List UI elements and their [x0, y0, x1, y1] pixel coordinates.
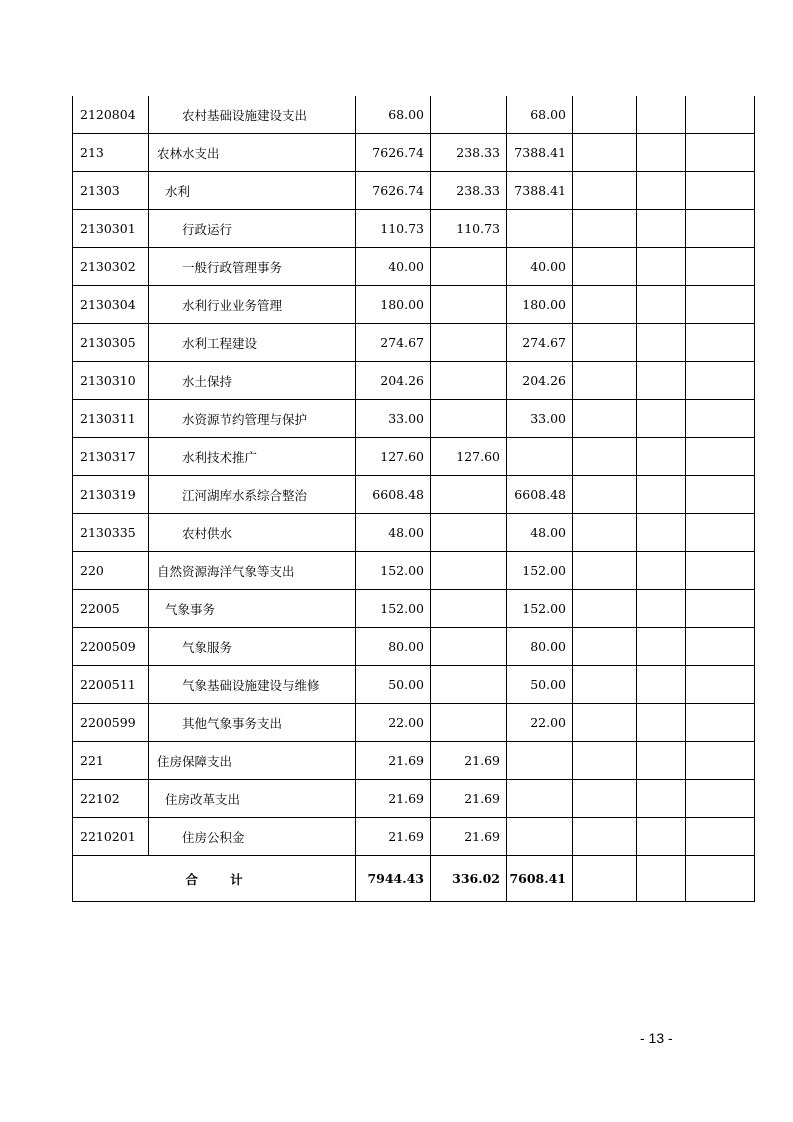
row-empty-cell [573, 286, 637, 324]
row-item-name: 气象基础设施建设与维修 [149, 666, 356, 704]
row-empty-cell [573, 476, 637, 514]
row-basic-expenditure: 238.33 [431, 134, 507, 172]
row-project-expenditure: 152.00 [507, 590, 573, 628]
row-code: 220 [73, 552, 149, 590]
row-empty-cell [686, 742, 755, 780]
row-item-name: 气象服务 [149, 628, 356, 666]
row-total-amount: 152.00 [356, 590, 431, 628]
table-row [73, 324, 755, 362]
row-code: 2200599 [73, 704, 149, 742]
row-project-expenditure: 22.00 [507, 704, 573, 742]
row-project-expenditure: 33.00 [507, 400, 573, 438]
row-basic-expenditure: 21.69 [431, 742, 507, 780]
row-total-amount: 21.69 [356, 818, 431, 856]
row-empty-cell [637, 514, 686, 552]
row-code: 2130319 [73, 476, 149, 514]
row-code: 2130317 [73, 438, 149, 476]
table-row [73, 818, 755, 856]
row-code: 2200511 [73, 666, 149, 704]
page-number: - 13 - [640, 1030, 673, 1046]
row-item-name: 一般行政管理事务 [149, 248, 356, 286]
total-empty-cell [573, 856, 637, 902]
table-row [73, 134, 755, 172]
row-item-name: 自然资源海洋气象等支出 [149, 552, 356, 590]
total-empty-cell [637, 856, 686, 902]
row-code: 2130302 [73, 248, 149, 286]
row-project-expenditure: 7388.41 [507, 134, 573, 172]
row-empty-cell [637, 96, 686, 134]
row-empty-cell [686, 210, 755, 248]
row-basic-expenditure [431, 286, 507, 324]
row-item-name: 气象事务 [149, 590, 356, 628]
row-basic-expenditure [431, 362, 507, 400]
row-empty-cell [686, 248, 755, 286]
row-project-expenditure: 68.00 [507, 96, 573, 134]
row-empty-cell [573, 96, 637, 134]
row-project-expenditure: 7388.41 [507, 172, 573, 210]
row-total-amount: 274.67 [356, 324, 431, 362]
row-code: 2200509 [73, 628, 149, 666]
row-project-expenditure: 204.26 [507, 362, 573, 400]
table-row [73, 286, 755, 324]
table-row [73, 742, 755, 780]
row-basic-expenditure [431, 666, 507, 704]
row-total-amount: 7626.74 [356, 134, 431, 172]
row-empty-cell [637, 286, 686, 324]
row-item-name: 农村供水 [149, 514, 356, 552]
row-code: 2130311 [73, 400, 149, 438]
table-row [73, 96, 755, 134]
row-project-expenditure: 6608.48 [507, 476, 573, 514]
row-code: 21303 [73, 172, 149, 210]
row-total-amount: 21.69 [356, 742, 431, 780]
row-total-amount: 127.60 [356, 438, 431, 476]
row-empty-cell [573, 818, 637, 856]
row-total-amount: 68.00 [356, 96, 431, 134]
table-row [73, 400, 755, 438]
row-empty-cell [637, 362, 686, 400]
row-project-expenditure: 274.67 [507, 324, 573, 362]
row-empty-cell [686, 438, 755, 476]
total-empty-cell [686, 856, 755, 902]
row-empty-cell [686, 552, 755, 590]
row-empty-cell [637, 742, 686, 780]
row-item-name: 农林水支出 [149, 134, 356, 172]
row-code: 221 [73, 742, 149, 780]
row-total-amount: 50.00 [356, 666, 431, 704]
row-project-expenditure: 80.00 [507, 628, 573, 666]
row-item-name: 农村基础设施建设支出 [149, 96, 356, 134]
row-empty-cell [686, 780, 755, 818]
row-empty-cell [686, 324, 755, 362]
table-row [73, 172, 755, 210]
row-total-amount: 80.00 [356, 628, 431, 666]
row-empty-cell [686, 286, 755, 324]
total-amount: 7944.43 [356, 856, 431, 902]
row-empty-cell [573, 210, 637, 248]
row-project-expenditure [507, 210, 573, 248]
row-basic-expenditure: 127.60 [431, 438, 507, 476]
row-item-name: 行政运行 [149, 210, 356, 248]
row-code: 213 [73, 134, 149, 172]
row-empty-cell [686, 704, 755, 742]
row-empty-cell [686, 818, 755, 856]
row-empty-cell [573, 134, 637, 172]
row-basic-expenditure: 110.73 [431, 210, 507, 248]
row-code: 2130305 [73, 324, 149, 362]
row-project-expenditure [507, 438, 573, 476]
row-empty-cell [637, 324, 686, 362]
table-row [73, 666, 755, 704]
row-project-expenditure: 50.00 [507, 666, 573, 704]
row-basic-expenditure [431, 96, 507, 134]
row-total-amount: 21.69 [356, 780, 431, 818]
row-total-amount: 48.00 [356, 514, 431, 552]
row-project-expenditure: 180.00 [507, 286, 573, 324]
row-total-amount: 22.00 [356, 704, 431, 742]
row-code: 2120804 [73, 96, 149, 134]
row-total-amount: 180.00 [356, 286, 431, 324]
row-code: 22005 [73, 590, 149, 628]
row-total-amount: 7626.74 [356, 172, 431, 210]
row-basic-expenditure: 21.69 [431, 818, 507, 856]
row-empty-cell [573, 438, 637, 476]
row-total-amount: 6608.48 [356, 476, 431, 514]
row-project-expenditure: 48.00 [507, 514, 573, 552]
row-empty-cell [637, 818, 686, 856]
row-total-amount: 33.00 [356, 400, 431, 438]
row-project-expenditure [507, 780, 573, 818]
row-total-amount: 152.00 [356, 552, 431, 590]
row-basic-expenditure [431, 514, 507, 552]
row-item-name: 江河湖库水系综合整治 [149, 476, 356, 514]
row-empty-cell [637, 210, 686, 248]
row-project-expenditure [507, 818, 573, 856]
table-row [73, 210, 755, 248]
row-item-name: 住房保障支出 [149, 742, 356, 780]
row-empty-cell [686, 400, 755, 438]
row-empty-cell [637, 248, 686, 286]
table-row [73, 552, 755, 590]
row-empty-cell [637, 666, 686, 704]
table-row [73, 704, 755, 742]
row-project-expenditure [507, 742, 573, 780]
row-basic-expenditure [431, 704, 507, 742]
row-basic-expenditure [431, 628, 507, 666]
row-empty-cell [573, 590, 637, 628]
row-empty-cell [637, 552, 686, 590]
budget-expenditure-table [72, 96, 755, 902]
row-item-name: 其他气象事务支出 [149, 704, 356, 742]
row-code: 2210201 [73, 818, 149, 856]
row-empty-cell [573, 172, 637, 210]
row-item-name: 住房改革支出 [149, 780, 356, 818]
row-item-name: 水利工程建设 [149, 324, 356, 362]
total-project-expenditure: 7608.41 [507, 856, 573, 902]
row-basic-expenditure [431, 400, 507, 438]
row-empty-cell [573, 780, 637, 818]
row-code: 22102 [73, 780, 149, 818]
row-empty-cell [686, 362, 755, 400]
row-empty-cell [573, 362, 637, 400]
row-empty-cell [637, 172, 686, 210]
row-item-name: 水利技术推广 [149, 438, 356, 476]
row-code: 2130304 [73, 286, 149, 324]
row-item-name: 水资源节约管理与保护 [149, 400, 356, 438]
row-empty-cell [573, 514, 637, 552]
row-project-expenditure: 40.00 [507, 248, 573, 286]
row-empty-cell [637, 400, 686, 438]
total-row [73, 856, 755, 902]
table-row [73, 514, 755, 552]
row-empty-cell [637, 438, 686, 476]
row-empty-cell [573, 552, 637, 590]
total-label: 合 计 [73, 856, 356, 902]
table-row [73, 248, 755, 286]
row-empty-cell [686, 666, 755, 704]
row-basic-expenditure [431, 590, 507, 628]
total-basic-expenditure: 336.02 [431, 856, 507, 902]
table-row [73, 780, 755, 818]
row-empty-cell [637, 476, 686, 514]
row-item-name: 水利行业业务管理 [149, 286, 356, 324]
row-basic-expenditure: 238.33 [431, 172, 507, 210]
row-basic-expenditure [431, 324, 507, 362]
table-row [73, 438, 755, 476]
row-code: 2130310 [73, 362, 149, 400]
row-item-name: 水利 [149, 172, 356, 210]
row-empty-cell [637, 704, 686, 742]
row-empty-cell [637, 628, 686, 666]
row-empty-cell [573, 400, 637, 438]
row-item-name: 水土保持 [149, 362, 356, 400]
table-row [73, 476, 755, 514]
row-empty-cell [573, 628, 637, 666]
row-empty-cell [573, 324, 637, 362]
row-empty-cell [637, 590, 686, 628]
row-empty-cell [637, 134, 686, 172]
row-project-expenditure: 152.00 [507, 552, 573, 590]
row-basic-expenditure [431, 476, 507, 514]
row-empty-cell [573, 742, 637, 780]
row-empty-cell [686, 514, 755, 552]
table-row [73, 590, 755, 628]
row-item-name: 住房公积金 [149, 818, 356, 856]
row-empty-cell [686, 590, 755, 628]
row-empty-cell [686, 96, 755, 134]
table-body [73, 96, 755, 856]
row-code: 2130335 [73, 514, 149, 552]
row-basic-expenditure: 21.69 [431, 780, 507, 818]
row-empty-cell [573, 248, 637, 286]
row-total-amount: 110.73 [356, 210, 431, 248]
row-total-amount: 40.00 [356, 248, 431, 286]
row-basic-expenditure [431, 552, 507, 590]
row-empty-cell [686, 476, 755, 514]
row-basic-expenditure [431, 248, 507, 286]
table-row [73, 628, 755, 666]
row-empty-cell [686, 628, 755, 666]
row-empty-cell [637, 780, 686, 818]
row-total-amount: 204.26 [356, 362, 431, 400]
row-code: 2130301 [73, 210, 149, 248]
row-empty-cell [686, 134, 755, 172]
row-empty-cell [573, 704, 637, 742]
table-row [73, 362, 755, 400]
row-empty-cell [573, 666, 637, 704]
row-empty-cell [686, 172, 755, 210]
